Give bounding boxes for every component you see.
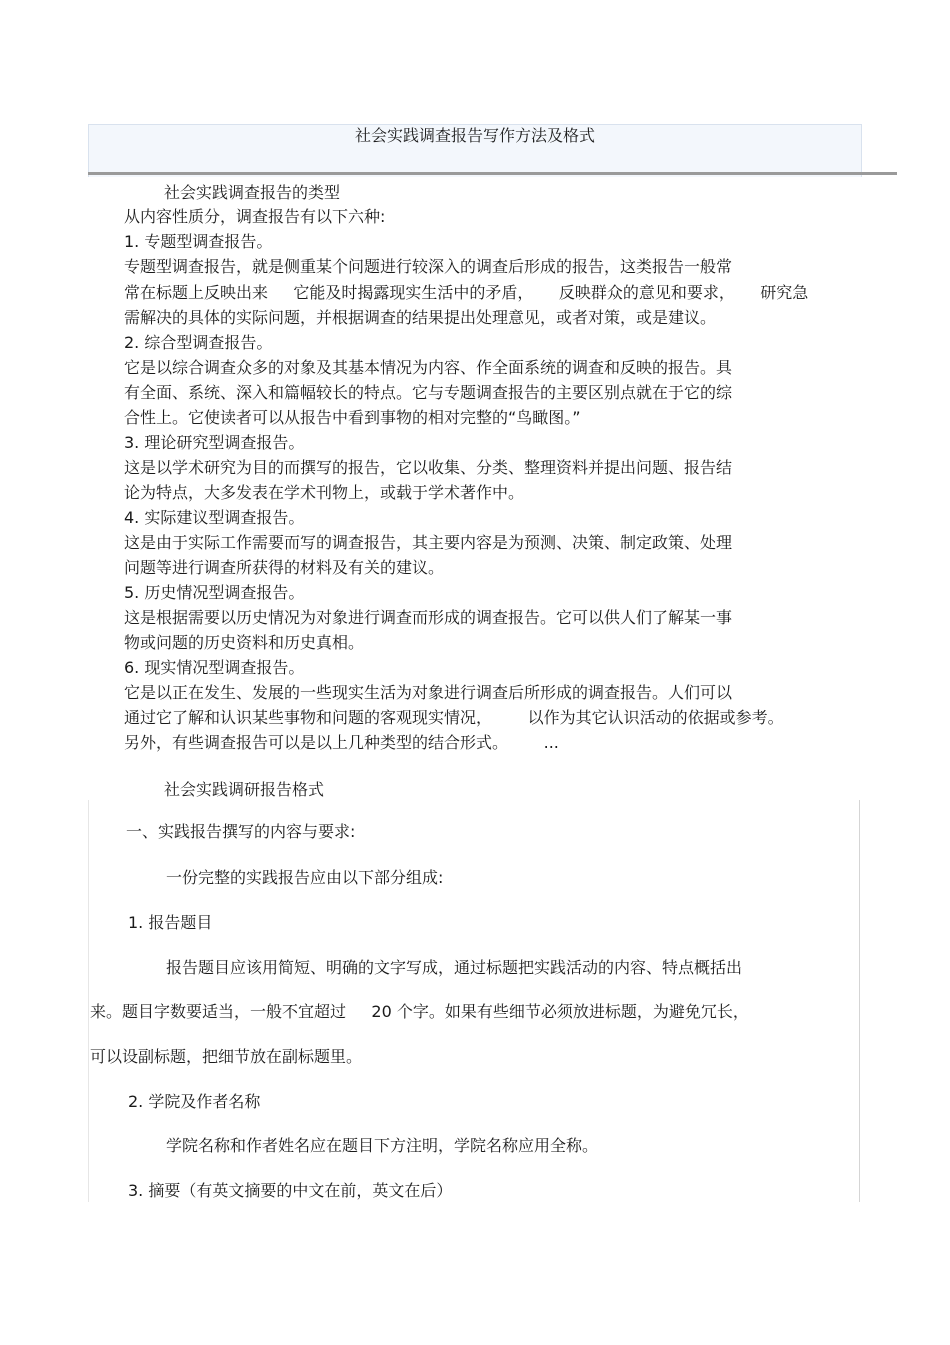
paragraph-line: 一份完整的实践报告应由以下部分组成: [166, 868, 444, 887]
paragraph-line: 合性上。它使读者可以从报告中看到事物的相对完整的“鸟瞰图。” [124, 408, 581, 427]
paragraph-line: 需解决的具体的实际问题，并根据调查的结果提出处理意见，或者对策，或是建议。 [124, 308, 717, 327]
paragraph-line: 5. 历史情况型调查报告。 [124, 583, 305, 602]
item-heading: 2. 学院及作者名称 [128, 1092, 261, 1111]
paragraph-line: 另外，有些调查报告可以是以上几种类型的结合形式。 ... [124, 733, 559, 752]
paragraph-line: 它是以正在发生、发展的一些现实生活为对象进行调查后所形成的调查报告。人们可以 [124, 683, 733, 702]
paragraph-line: 2. 综合型调查报告。 [124, 333, 273, 352]
paragraph-line: 这是以学术研究为目的而撰写的报告，它以收集、分类、整理资料并提出问题、报告结 [124, 458, 733, 477]
paragraph-line: 这是根据需要以历史情况为对象进行调查而形成的调查报告。它可以供人们了解某一事 [124, 608, 733, 627]
section-heading-format: 社会实践调研报告格式 [164, 780, 325, 799]
paragraph-line: 论为特点，大多发表在学术刊物上，或载于学术著作中。 [124, 483, 525, 502]
paragraph-line: 学院名称和作者姓名应在题目下方注明，学院名称应用全称。 [166, 1136, 599, 1155]
paragraph-line: 专题型调查报告，就是侧重某个问题进行较深入的调查后形成的报告，这类报告一般常 [124, 257, 733, 276]
paragraph-line: 常在标题上反映出来 它能及时揭露现实生活中的矛盾， 反映群众的意见和要求， 研究急 [124, 283, 809, 302]
paragraph-line: 可以设副标题，把细节放在副标题里。 [90, 1047, 363, 1066]
section-heading-types: 社会实践调查报告的类型 [164, 183, 341, 202]
page-title: 社会实践调查报告写作方法及格式 [354, 126, 595, 145]
item-heading: 3. 摘要（有英文摘要的中文在前，英文在后） [128, 1181, 453, 1200]
paragraph-line: 6. 现实情况型调查报告。 [124, 658, 305, 677]
paragraph-line: 4. 实际建议型调查报告。 [124, 508, 305, 527]
content-box-right-border [859, 800, 860, 1202]
paragraph-line: 来。题目字数要适当，一般不宜超过 20 个字。如果有些细节必须放进标题，为避免冗长， [90, 1002, 749, 1021]
paragraph-line: 它是以综合调查众多的对象及其基本情况为内容、作全面系统的调查和反映的报告。具 [124, 358, 733, 377]
paragraph-line: 3. 理论研究型调查报告。 [124, 433, 305, 452]
title-box [88, 124, 862, 177]
content-box-left-border [88, 800, 89, 1202]
title-divider [88, 172, 897, 175]
subsection-heading: 一、实践报告撰写的内容与要求: [126, 822, 356, 841]
paragraph-line: 通过它了解和认识某些事物和问题的客观现实情况， 以作为其它认识活动的依据或参考。 [124, 708, 784, 727]
section-intro: 从内容性质分，调查报告有以下六种: [124, 207, 386, 226]
paragraph-line: 物或问题的历史资料和历史真相。 [124, 633, 365, 652]
paragraph-line: 报告题目应该用简短、明确的文字写成，通过标题把实践活动的内容、特点概括出 [166, 958, 743, 977]
paragraph-line: 1. 专题型调查报告。 [124, 232, 273, 251]
paragraph-line: 这是由于实际工作需要而写的调查报告，其主要内容是为预测、决策、制定政策、处理 [124, 533, 733, 552]
paragraph-line: 问题等进行调查所获得的材料及有关的建议。 [124, 558, 445, 577]
item-heading: 1. 报告题目 [128, 913, 213, 932]
paragraph-line: 有全面、系统、深入和篇幅较长的特点。它与专题调查报告的主要区别点就在于它的综 [124, 383, 733, 402]
